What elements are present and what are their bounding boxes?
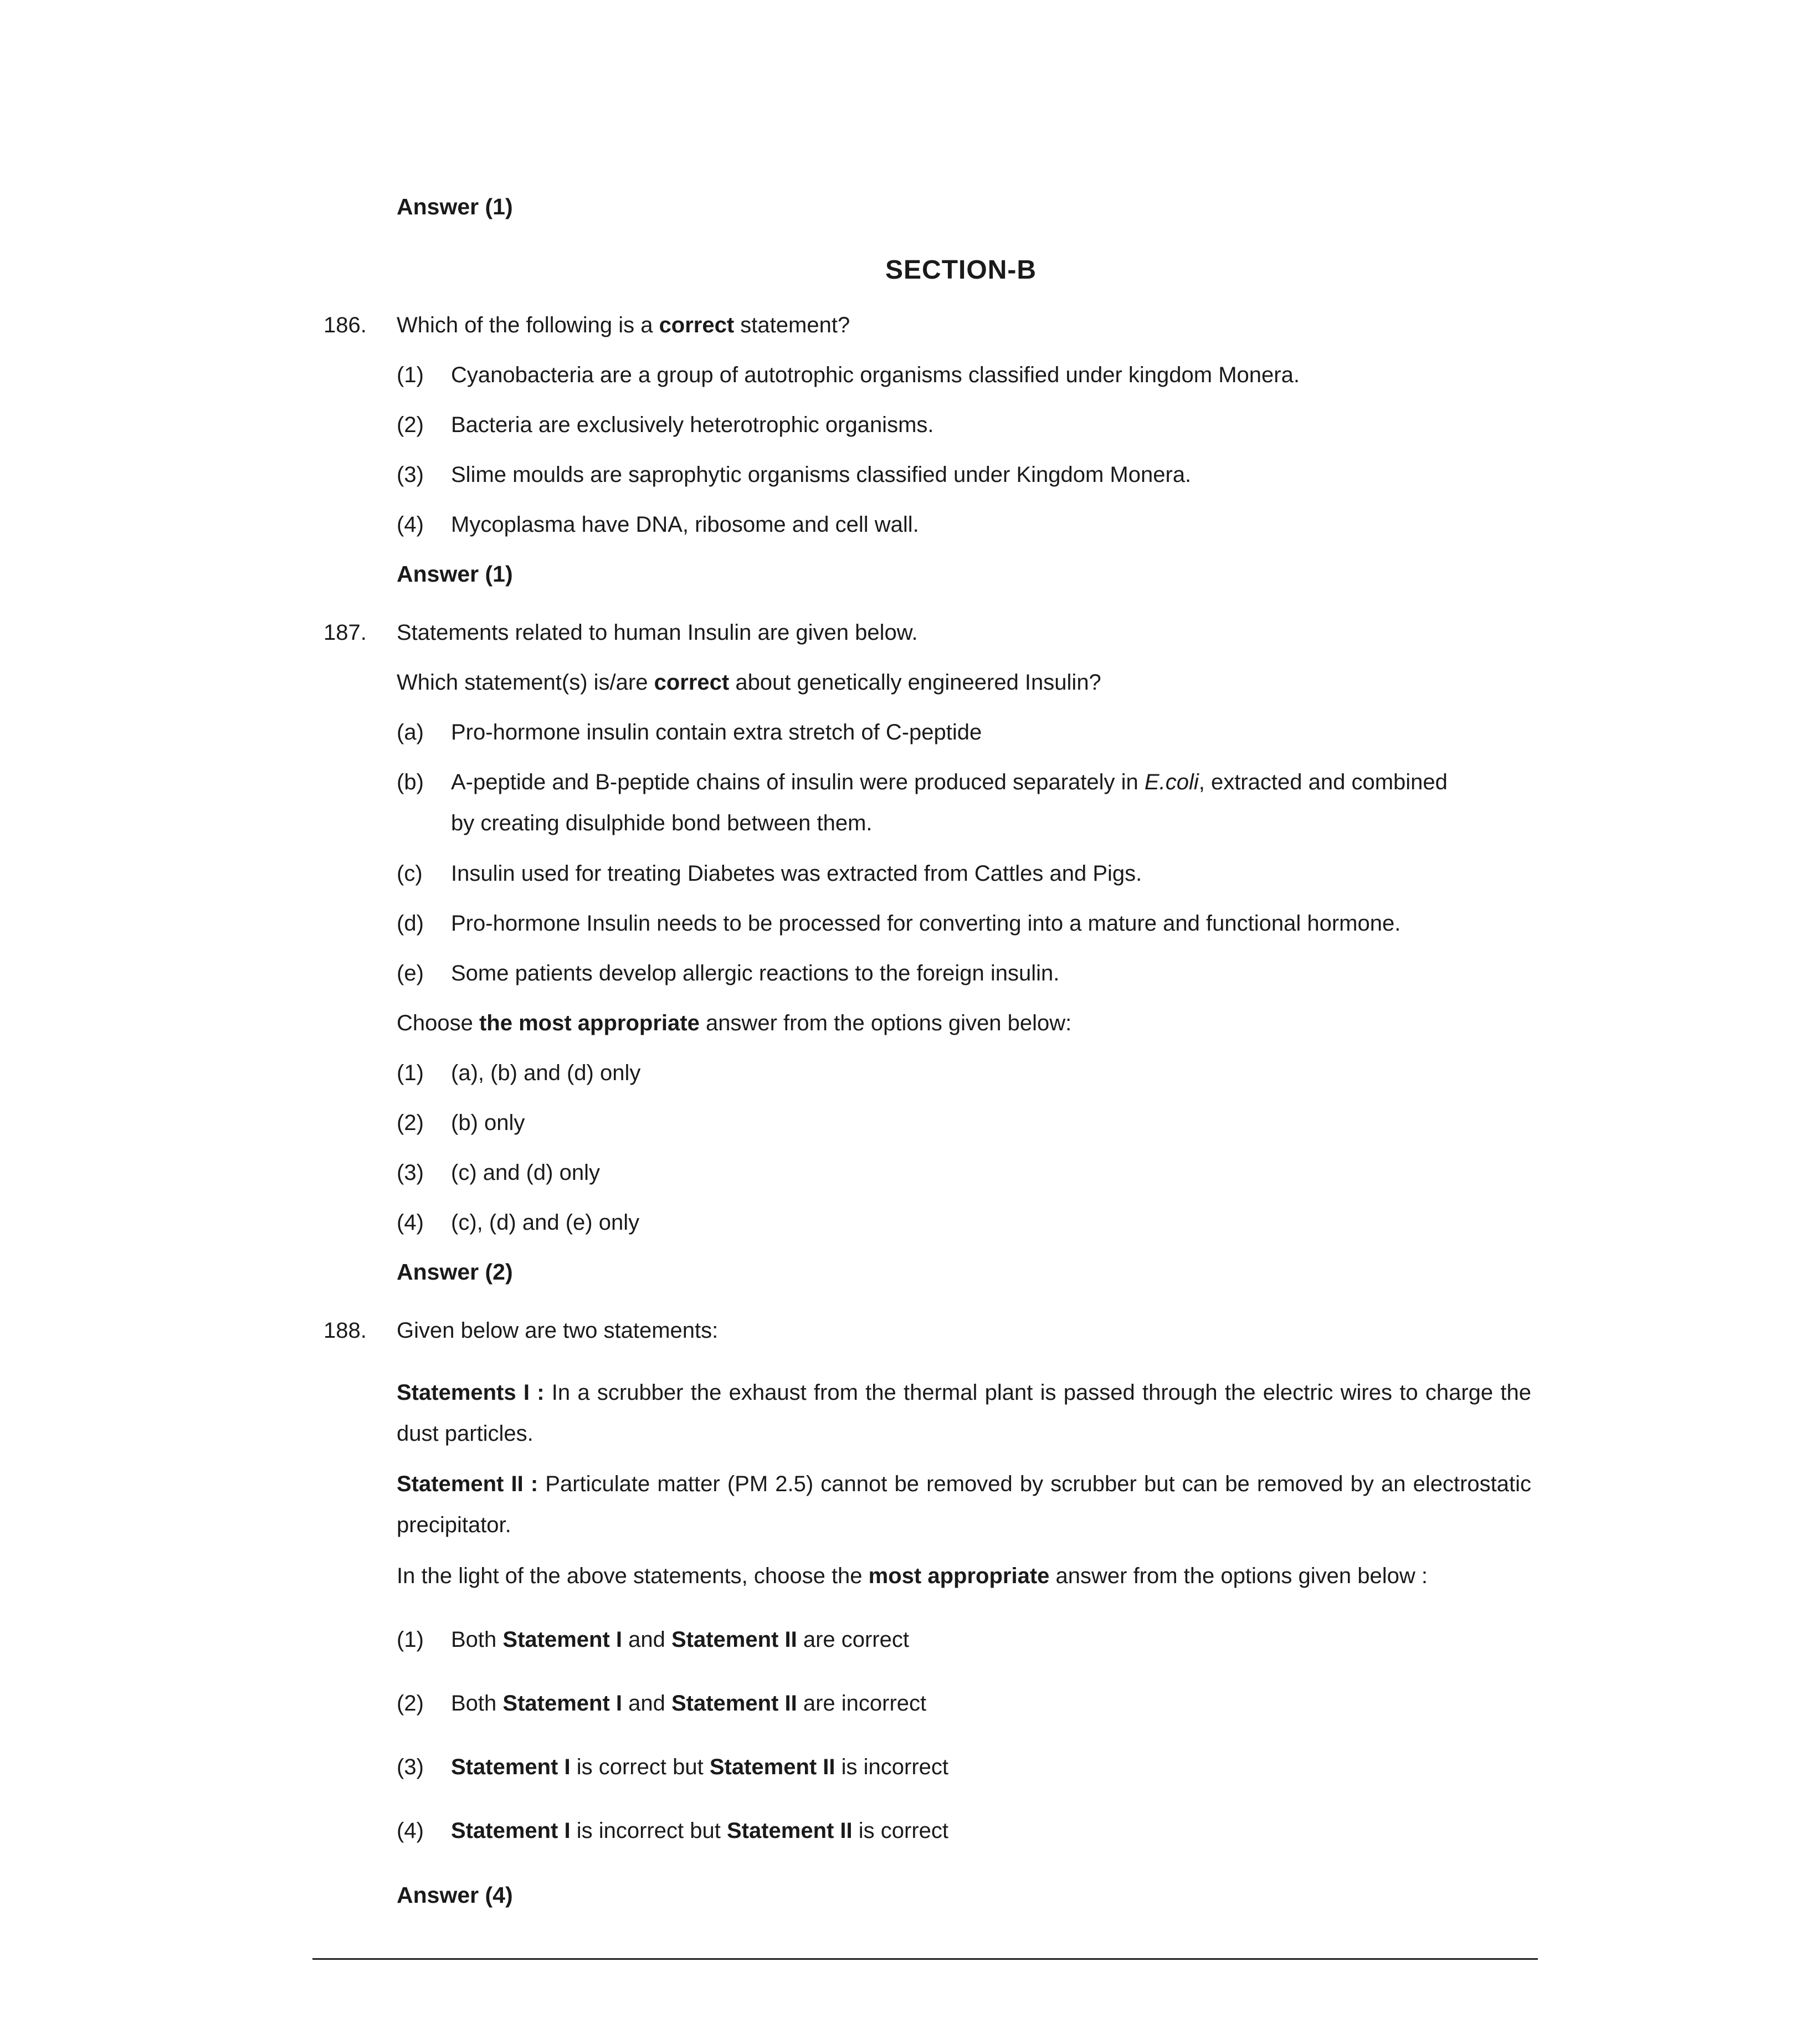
option-label: (3) [397, 463, 424, 487]
statement-2 [397, 1463, 1531, 1545]
option-text: (c) and (d) only [451, 1160, 600, 1185]
statement-text: Some patients develop allergic reactions to the foreign insulin. [451, 961, 1060, 985]
question-stem [397, 313, 850, 338]
option-bold-part: Statement I [502, 1627, 623, 1652]
choose-instruction [397, 1564, 1428, 1589]
statement-label: (b) [397, 770, 424, 794]
statement-1 [397, 1372, 1531, 1454]
instruction-text: In the light of the above statements, choose the [397, 1564, 869, 1588]
statement-1-text: In a scrubber the exhaust from the thermal plant is passed through the electric wires to charge the dust particles. [397, 1380, 1531, 1446]
question-number: 188. [324, 1318, 367, 1343]
answer-label: Answer (1) [397, 561, 513, 587]
statement-text: Insulin used for treating Diabetes was extracted from Cattles and Pigs. [451, 861, 1142, 886]
option-text-part: Both [451, 1627, 503, 1652]
option-text [451, 1819, 948, 1843]
instruction-text: answer from the options given below: [699, 1011, 1072, 1035]
option-text-part: is incorrect but [570, 1819, 727, 1843]
stem-bold: correct [654, 670, 730, 695]
option-label: (1) [397, 1627, 424, 1652]
option-text-part: Both [451, 1691, 503, 1716]
option-text: (a), (b) and (d) only [451, 1061, 641, 1085]
option-text-part: are incorrect [797, 1691, 927, 1716]
question-stem: Given below are two statements: [397, 1318, 719, 1343]
option-label: (2) [397, 1691, 424, 1716]
question-stem: Statements related to human Insulin are given below. [397, 620, 918, 645]
stem-text: about genetically engineered Insulin? [729, 670, 1101, 695]
footer-divider [312, 1958, 1538, 1960]
option-text [451, 1627, 909, 1652]
statement-text: Pro-hormone Insulin needs to be processed for converting into a mature and functional hormone. [451, 911, 1401, 936]
instruction-bold: the most appropriate [479, 1011, 700, 1035]
question-substem [397, 670, 1101, 695]
statement-text-part: A-peptide and B-peptide chains of insulin were produced separately in [451, 770, 1145, 794]
statement-label: (d) [397, 911, 424, 936]
option-text [451, 1755, 948, 1780]
statement-2-label: Statement II : [397, 1472, 538, 1496]
option-text [451, 1691, 926, 1716]
option-label: (4) [397, 1210, 424, 1235]
option-text-part: are correct [797, 1627, 909, 1652]
answer-label: Answer (2) [397, 1259, 513, 1285]
statement-1-label: Statements I : [397, 1380, 545, 1405]
option-bold-part: Statement II [671, 1691, 797, 1716]
option-text: Mycoplasma have DNA, ribosome and cell wall. [451, 512, 919, 537]
instruction-text: answer from the options given below : [1049, 1564, 1428, 1588]
organism-name: E.coli [1144, 770, 1199, 794]
option-text: Cyanobacteria are a group of autotrophic organisms classified under kingdom Monera. [451, 363, 1300, 387]
option-text-part: and [622, 1691, 671, 1716]
stem-text: Which of the following is a [397, 313, 659, 337]
statement-text: Pro-hormone insulin contain extra stretch of C-peptide [451, 720, 982, 744]
option-text-part: is correct but [570, 1755, 710, 1779]
option-label: (2) [397, 1111, 424, 1135]
question-number: 187. [324, 620, 367, 645]
option-bold-part: Statement I [451, 1819, 571, 1843]
option-text-part: is correct [852, 1819, 949, 1843]
question-number: 186. [324, 313, 367, 337]
previous-answer: Answer (1) [397, 194, 513, 219]
statement-text [451, 770, 1448, 795]
statement-label: (c) [397, 861, 423, 886]
instruction-text: Choose [397, 1011, 479, 1035]
option-text-part: and [622, 1627, 671, 1652]
stem-bold: correct [659, 313, 735, 337]
statement-label: (a) [397, 720, 424, 744]
stem-text: Which statement(s) is/are [397, 670, 654, 695]
option-text: Bacteria are exclusively heterotrophic organisms. [451, 413, 934, 437]
statement-2-text: Particulate matter (PM 2.5) cannot be removed by scrubber but can be removed by an electrostatic precipitator. [397, 1472, 1532, 1537]
choose-instruction [397, 1011, 1071, 1036]
instruction-bold: most appropriate [868, 1564, 1050, 1588]
option-bold-part: Statement II [726, 1819, 853, 1843]
option-bold-part: Statement I [451, 1755, 571, 1779]
option-text: (c), (d) and (e) only [451, 1210, 640, 1235]
option-label: (3) [397, 1755, 424, 1779]
option-bold-part: Statement II [671, 1627, 797, 1652]
statement-label: (e) [397, 961, 424, 985]
statement-text-part: , extracted and combined [1198, 770, 1448, 794]
option-label: (1) [397, 1061, 424, 1085]
answer-label: Answer (4) [397, 1882, 513, 1908]
stem-text: statement? [734, 313, 850, 337]
option-label: (1) [397, 363, 424, 387]
option-bold-part: Statement I [502, 1691, 623, 1716]
option-label: (3) [397, 1160, 424, 1185]
section-title: SECTION-B [885, 255, 1037, 285]
option-label: (4) [397, 512, 424, 537]
option-text: Slime moulds are saprophytic organisms classified under Kingdom Monera. [451, 463, 1192, 487]
option-label: (4) [397, 1819, 424, 1843]
statement-text-continued: by creating disulphide bond between them. [451, 811, 873, 835]
option-label: (2) [397, 413, 424, 437]
option-bold-part: Statement II [709, 1755, 835, 1779]
option-text-part: is incorrect [835, 1755, 949, 1779]
option-text: (b) only [451, 1111, 525, 1135]
